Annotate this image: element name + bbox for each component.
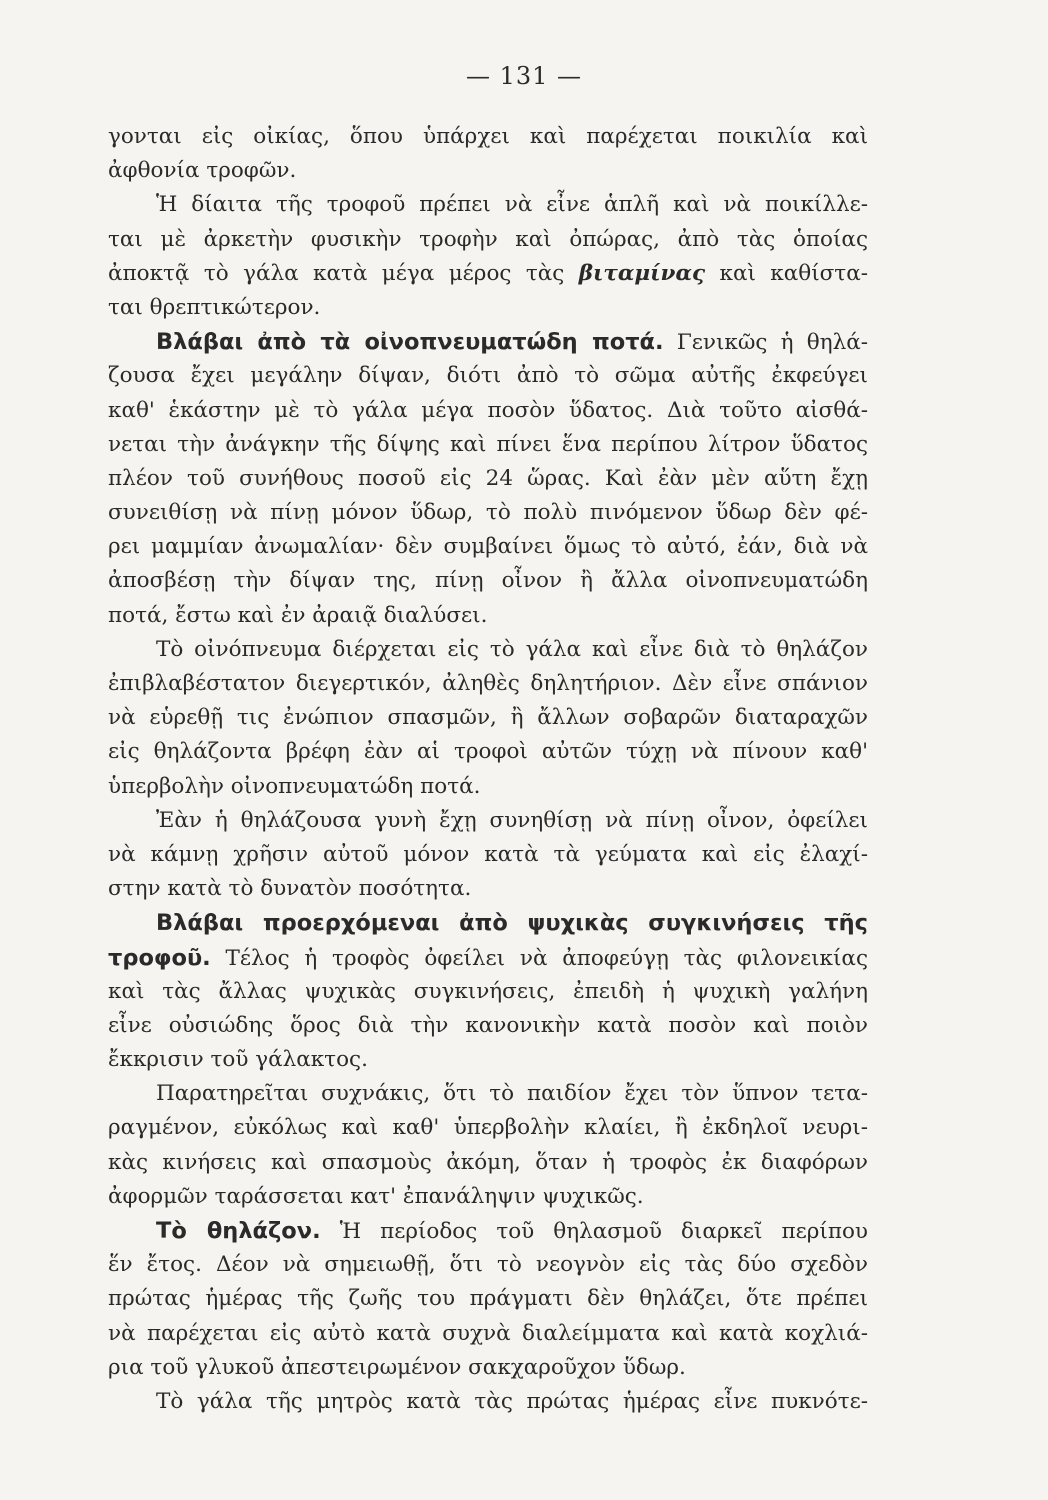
- text-line: εἶνε οὐσιώδης ὅρος διὰ τὴν κανονικὴν κατὰ ποσὸν καὶ ποιὸν: [108, 1012, 868, 1038]
- text-line: νὰ εὑρεθῇ τις ἐνώπιον σπασμῶν, ἢ ἄλλων σοβαρῶν διαταραχῶν: [108, 705, 868, 731]
- text-line: ρει μαμμίαν ἀνωμαλίαν· δὲν συμβαίνει ὅμως τὸ αὐτό, ἐάν, διὰ νὰ: [108, 534, 868, 560]
- text-line: Ἡ δίαιτα τῆς τροφοῦ πρέπει νὰ εἶνε ἁπλῆ καὶ νὰ ποικίλλε-: [156, 192, 868, 218]
- text-line: Τὸ οἰνόπνευμα διέρχεται εἰς τὸ γάλα καὶ εἶνε διὰ τὸ θηλάζον: [156, 636, 868, 662]
- text-line: ποτά, ἔστω καὶ ἐν ἀραιᾷ διαλύσει.: [108, 602, 488, 628]
- text-line: καὶ τὰς ἄλλας ψυχικὰς συγκινήσεις, ἐπειδὴ ἡ ψυχικὴ γαλήνη: [108, 978, 868, 1004]
- text-line: ὑπερβολὴν οἰνοπνευματώδη ποτά.: [108, 773, 481, 799]
- text-line: ζουσα ἔχει μεγάλην δίψαν, διότι ἀπὸ τὸ σῶμα αὐτῆς ἐκφεύγει: [108, 363, 868, 389]
- text-line: Παρατηρεῖται συχνάκις, ὅτι τὸ παιδίον ἔχει τὸν ὕπνον τετα-: [156, 1081, 868, 1107]
- section-heading: τροφοῦ.: [108, 944, 211, 971]
- text-line: στην κατὰ τὸ δυνατὸν ποσότητα.: [108, 876, 472, 902]
- text-line: ἀφθονία τροφῶν.: [108, 158, 297, 184]
- text-line: νὰ κάμνῃ χρῆσιν αὐτοῦ μόνον κατὰ τὰ γεύματα καὶ εἰς ἐλαχί-: [108, 841, 868, 867]
- section-heading: Τὸ θηλάζον.: [156, 1218, 321, 1244]
- text-line: πλέον τοῦ συνήθους ποσοῦ εἰς 24 ὥρας. Καὶ ἐὰν μὲν αὕτη ἔχῃ: [108, 465, 868, 491]
- text-line: ἀποκτᾷ τὸ γάλα κατὰ μέγα μέρος τὰς βιταμίνας καὶ καθίστα-: [108, 260, 868, 286]
- section-heading: Βλάβαι προερχόμεναι ἀπὸ ψυχικὰς συγκινήσεις τῆς: [156, 910, 868, 937]
- text-line: ται θρεπτικώτερον.: [108, 294, 321, 320]
- text-line: πρώτας ἡμέρας τῆς ζωῆς του πράγματι δὲν θηλάζει, ὅτε πρέπει: [108, 1286, 868, 1312]
- text-line: ἀφορμῶν ταράσσεται κατ' ἐπανάληψιν ψυχικῶς.: [108, 1183, 644, 1209]
- text-line: ρια τοῦ γλυκοῦ ἀπεστειρωμένον σακχαροῦχον ὕδωρ.: [108, 1354, 686, 1380]
- text-line: Τὸ γάλα τῆς μητρὸς κατὰ τὰς πρώτας ἡμέρας εἶνε πυκνότε-: [156, 1388, 868, 1414]
- text-line: Τὸ θηλάζον. Ἡ περίοδος τοῦ θηλασμοῦ διαρκεῖ περίπου: [156, 1218, 868, 1244]
- text-line: Βλάβαι ἀπὸ τὰ οἰνοπνευματώδη ποτά. Γενικῶς ἡ θηλά-: [156, 329, 868, 356]
- emphasis-term: βιταμίνας: [578, 260, 706, 286]
- text-line: ἀποσβέσῃ τὴν δίψαν της, πίνῃ οἶνον ἢ ἄλλα οἰνοπνευματώδη: [108, 568, 868, 594]
- text-line: κὰς κινήσεις καὶ σπασμοὺς ἀκόμη, ὅταν ἡ τροφὸς ἐκ διαφόρων: [108, 1149, 868, 1175]
- text-line: γονται εἰς οἰκίας, ὅπου ὑπάρχει καὶ παρέχεται ποικιλία καὶ: [108, 124, 868, 149]
- text-line: [108, 906, 868, 940]
- text-line: ραγμένον, εὐκόλως καὶ καθ' ὑπερβολὴν κλαίει, ἢ ἐκδηλοῖ νευρι-: [108, 1115, 868, 1141]
- text-line: τροφοῦ. Τέλος ἡ τροφὸς ὀφείλει νὰ ἀποφεύγῃ τὰς φιλονεικίας: [108, 944, 868, 971]
- section-heading: Βλάβαι ἀπὸ τὰ οἰνοπνευματώδη ποτά.: [156, 329, 664, 356]
- text-line: καθ' ἑκάστην μὲ τὸ γάλα μέγα ποσὸν ὕδατος. Διὰ τοῦτο αἰσθά-: [108, 397, 868, 423]
- text-line: ται μὲ ἀρκετὴν φυσικὴν τροφὴν καὶ ὀπώρας, ἀπὸ τὰς ὁποίας: [108, 226, 868, 252]
- text-line: συνειθίσῃ νὰ πίνῃ μόνον ὕδωρ, τὸ πολὺ πινόμενον ὕδωρ δὲν φέ-: [108, 500, 868, 526]
- text-line: Ἐὰν ἡ θηλάζουσα γυνὴ ἔχῃ συνηθίσῃ νὰ πίνῃ οἶνον, ὀφείλει: [156, 807, 868, 833]
- text-line: νεται τὴν ἀνάγκην τῆς δίψης καὶ πίνει ἕνα περίπου λίτρον ὕδατος: [108, 431, 868, 457]
- text-line: ἕν ἔτος. Δέον νὰ σημειωθῇ, ὅτι τὸ νεογνὸν εἰς τὰς δύο σχεδὸν: [108, 1252, 868, 1278]
- text-line: νὰ παρέχεται εἰς αὐτὸ κατὰ συχνὰ διαλείμματα καὶ κατὰ κοχλιά-: [108, 1320, 868, 1346]
- text-line: εἰς θηλάζοντα βρέφη ἐὰν αἱ τροφοὶ αὐτῶν τύχῃ νὰ πίνουν καθ': [108, 739, 868, 765]
- text-line: ἔκκρισιν τοῦ γάλακτος.: [108, 1047, 368, 1073]
- body-text: [108, 120, 868, 1419]
- text-line: ἐπιβλαβέστατον διεγερτικόν, ἀληθὲς δηλητήριον. Δὲν εἶνε σπάνιον: [108, 671, 868, 696]
- page-number: — 131 —: [465, 62, 583, 90]
